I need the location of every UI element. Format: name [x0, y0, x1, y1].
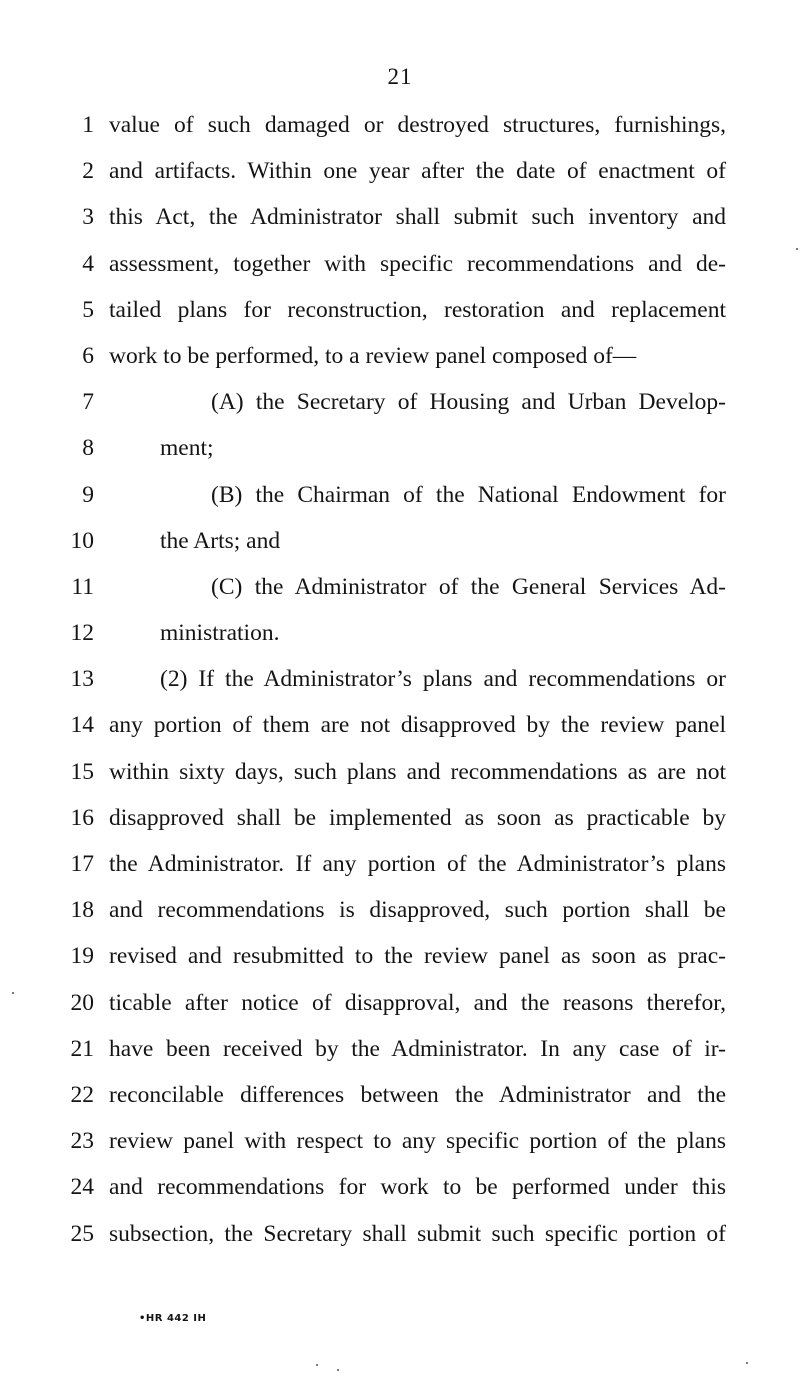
text-line — [0, 941, 800, 987]
line-number: 14 — [70, 712, 94, 739]
line-number: 11 — [71, 573, 94, 600]
line-number: 9 — [82, 481, 94, 508]
line-text: value of such damaged or destroyed structures, furnishings, — [109, 112, 726, 138]
text-line — [0, 1172, 800, 1218]
line-number: 13 — [70, 666, 94, 693]
bill-identifier-footer: •HR 442 IH — [139, 1313, 207, 1324]
line-number: 20 — [70, 989, 94, 1016]
line-text: within sixty days, such plans and recommendations as are not — [109, 758, 726, 785]
line-number: 15 — [70, 758, 94, 785]
line-number: 19 — [70, 943, 94, 970]
line-text: tailed plans for reconstruction, restoration and replacement — [109, 296, 726, 323]
line-text: (2) If the Administrator’s plans and recommendations or — [160, 666, 726, 693]
text-line — [0, 572, 800, 618]
line-text: reconcilable differences between the Administrator and the — [109, 1081, 726, 1108]
text-line — [0, 1080, 800, 1126]
line-number: 1 — [82, 112, 94, 138]
scan-speck — [796, 248, 798, 250]
line-text: subsection, the Secretary shall submit such specific portion of — [109, 1220, 726, 1247]
line-text: disapproved shall be implemented as soon as practicable by — [109, 804, 726, 831]
line-text: (C) the Administrator of the General Services Ad- — [211, 573, 726, 600]
text-line — [0, 803, 800, 849]
scan-speck — [746, 1362, 748, 1364]
bill-text-body — [0, 110, 800, 1265]
line-number: 16 — [70, 804, 94, 831]
line-number: 23 — [70, 1128, 94, 1155]
line-number: 10 — [70, 527, 94, 554]
text-line — [0, 110, 800, 156]
line-text: ment; — [160, 435, 214, 462]
line-number: 8 — [82, 435, 94, 462]
text-line — [0, 387, 800, 433]
line-number: 5 — [82, 296, 94, 323]
scan-speck — [12, 992, 14, 994]
line-text: the Administrator. If any portion of the Administrator’s plans — [109, 851, 726, 877]
text-line — [0, 988, 800, 1034]
line-number: 21 — [70, 1035, 94, 1062]
line-text: ticable after notice of disapproval, and the reasons therefor, — [109, 989, 726, 1016]
text-line — [0, 664, 800, 710]
line-text: and recommendations for work to be performed under this — [109, 1174, 726, 1201]
text-line — [0, 1034, 800, 1080]
text-line — [0, 1219, 800, 1265]
text-line — [0, 1126, 800, 1172]
line-number: 17 — [70, 851, 94, 877]
text-line — [0, 526, 800, 572]
text-line — [0, 849, 800, 895]
scan-speck — [337, 1369, 339, 1371]
text-line — [0, 156, 800, 202]
line-number: 25 — [70, 1220, 94, 1247]
text-line — [0, 480, 800, 526]
text-line — [0, 249, 800, 295]
line-number: 22 — [70, 1081, 94, 1108]
line-text: and recommendations is disapproved, such portion shall be — [109, 897, 726, 924]
page-number: 21 — [387, 64, 413, 89]
line-text: any portion of them are not disapproved by the review panel — [109, 712, 726, 739]
line-number: 3 — [82, 204, 94, 231]
line-number: 12 — [70, 620, 94, 647]
line-text: (A) the Secretary of Housing and Urban Develop- — [211, 389, 726, 416]
line-number: 24 — [70, 1174, 94, 1201]
line-text: ministration. — [160, 620, 280, 647]
text-line — [0, 618, 800, 664]
line-text: the Arts; and — [160, 527, 281, 554]
line-number: 6 — [82, 342, 94, 369]
text-line — [0, 895, 800, 941]
text-line — [0, 202, 800, 248]
line-text: work to be performed, to a review panel composed of— — [109, 342, 637, 369]
line-number: 4 — [82, 250, 94, 277]
line-number: 18 — [70, 897, 94, 924]
text-line — [0, 757, 800, 803]
line-text: review panel with respect to any specific portion of the plans — [109, 1128, 726, 1155]
line-text: have been received by the Administrator. In any case of ir- — [109, 1035, 726, 1062]
line-number: 2 — [82, 158, 94, 185]
text-line — [0, 341, 800, 387]
line-number: 7 — [82, 389, 94, 416]
text-line — [0, 295, 800, 341]
text-line — [0, 710, 800, 756]
text-line — [0, 433, 800, 479]
line-text: and artifacts. Within one year after the date of enactment of — [109, 158, 726, 185]
line-text: revised and resubmitted to the review panel as soon as prac- — [109, 943, 726, 970]
line-text: this Act, the Administrator shall submit such inventory and — [109, 204, 726, 231]
line-text: assessment, together with specific recommendations and de- — [109, 250, 726, 277]
scan-speck — [316, 1364, 318, 1366]
line-text: (B) the Chairman of the National Endowment for — [211, 481, 726, 508]
